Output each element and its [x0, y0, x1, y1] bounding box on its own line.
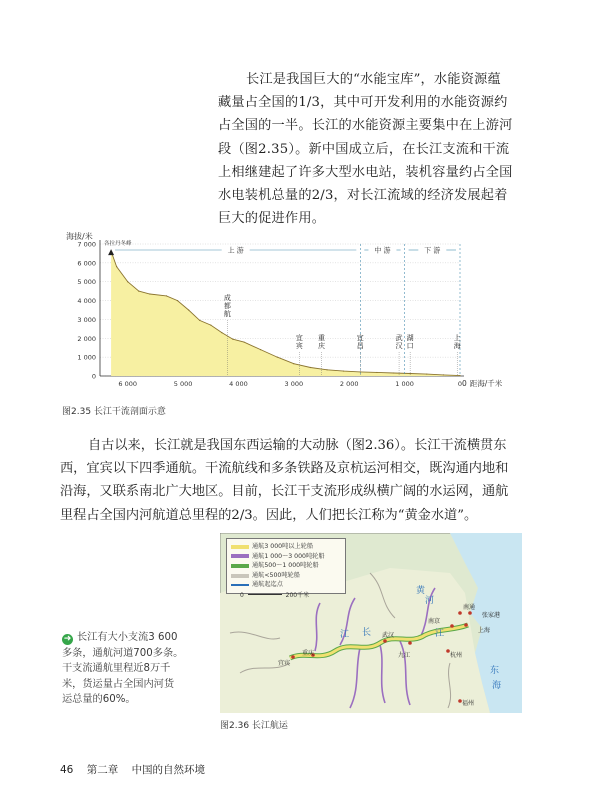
city-zhangjiagang: 张家港	[482, 612, 501, 619]
elevation-point	[138, 291, 139, 292]
water-label: 海	[492, 681, 502, 691]
page-footer	[60, 762, 215, 777]
elevation-point	[293, 363, 294, 364]
legend-item: 通航1 000～3 000吨轮船	[231, 552, 341, 562]
y-tick-label: 2 000	[77, 334, 96, 343]
arrow-right-icon: ➜	[63, 634, 72, 644]
chapter-label: 第二章	[86, 764, 119, 776]
elevation-point	[459, 375, 460, 376]
place-label: 昌	[356, 342, 364, 350]
map-legend	[226, 538, 346, 594]
page-number: 46	[60, 764, 74, 776]
elevation-point	[310, 367, 311, 368]
profile-chart	[62, 228, 532, 400]
place-label: 武	[395, 334, 403, 342]
x-tick-label: 5 000	[173, 380, 193, 388]
city-nanjing: 南京	[428, 618, 441, 625]
elevation-point	[177, 300, 178, 301]
place-label: 成	[223, 294, 231, 302]
water-label: 长	[362, 628, 372, 638]
paragraph-hydropower	[218, 68, 518, 230]
elevation-point	[343, 370, 344, 371]
water-label: 黄	[416, 586, 426, 596]
chapter-title: 中国的自然环境	[131, 764, 206, 776]
elevation-point	[443, 374, 444, 375]
y-tick-label: 4 000	[77, 297, 96, 306]
elevation-point	[188, 309, 189, 310]
para1-line: 占全国的一半。长江的水能资源主要集中在上游河	[218, 118, 513, 134]
legend-item: 通航500～1 000吨轮船	[231, 561, 341, 571]
place-label: 都	[223, 302, 231, 310]
sidenote-line: 干支流通航里程近8万千	[62, 663, 171, 675]
elevation-point	[376, 372, 377, 373]
elevation-point	[199, 320, 200, 321]
place-label: 航	[223, 310, 231, 318]
elevation-point	[426, 374, 427, 375]
water-label: 东	[490, 666, 500, 676]
city-hangzhou: 杭州	[450, 652, 463, 659]
city-fuzhou: 福州	[462, 700, 475, 707]
water-label: 河	[425, 596, 435, 606]
y-tick-label: 6 000	[77, 259, 96, 268]
y-axis-label: 海拔/米	[66, 232, 93, 241]
y-tick-label: 7 000	[77, 240, 96, 249]
para1-line: 水电装机总量的2/3，对长江流域的经济发展起着	[218, 188, 508, 204]
map-scale: 0 200千米	[240, 592, 310, 599]
place-label: 庆	[318, 342, 326, 350]
elevation-point	[127, 281, 128, 282]
city-jiujiang: 九江	[398, 652, 411, 659]
para1-line: 巨大的促进作用。	[218, 211, 326, 227]
para2-line: 沿海，又联系南北广大地区。目前，长江干支流形成纵横广阔的水运网，通航	[60, 484, 509, 500]
elevation-point	[326, 369, 327, 370]
place-label: 宜	[295, 334, 303, 342]
legend-item: 通航<500吨轮船	[231, 571, 341, 581]
place-label: 湖	[406, 334, 414, 342]
section-label: 中 游	[374, 246, 391, 255]
para1-line: 上相继建起了许多大型水电站，装机容量约占全国	[218, 164, 513, 180]
place-label: 汉	[395, 342, 403, 350]
water-label: 江	[435, 629, 445, 639]
elevation-point	[166, 295, 167, 296]
paragraph-transport	[60, 434, 530, 527]
place-label: 宜	[356, 334, 364, 342]
city-shanghai: 上海	[478, 627, 491, 634]
sidenote-line: 运总量的60%。	[62, 694, 136, 706]
water-label: 江	[340, 630, 350, 640]
legend-item: 通航起迄点	[231, 580, 341, 590]
x-tick-label: 6 000	[118, 380, 137, 388]
para2-line: 里程占全国内河航道总里程的2/3。因此，人们把长江称为“黄金水道”。	[60, 507, 478, 523]
para2-line: 自古以来，长江就是我国东西运输的大动脉（图2.36）。长江干流横贯东	[88, 438, 507, 453]
elevation-point	[232, 339, 233, 340]
elevation-point	[410, 373, 411, 374]
city-wuhan: 武汉	[382, 632, 395, 639]
place-label: 海	[453, 342, 461, 350]
city-yibin: 宜宾	[278, 660, 291, 667]
city-nantong: 南通	[463, 604, 476, 611]
para1-line: 长江是我国巨大的“水能宝库”，水能资源蕴	[246, 72, 501, 87]
section-label: 下 游	[424, 246, 441, 255]
x-tick-label: 2 000	[339, 380, 359, 388]
place-label: 宾	[295, 342, 303, 350]
elevation-point	[210, 324, 211, 325]
figure-2-36-caption: 图2.36 长江航运	[220, 721, 288, 731]
elevation-point	[277, 357, 278, 358]
para1-line: 段（图2.35）。新中国成立后，在长江支流和干流	[218, 141, 510, 157]
elevation-point	[260, 349, 261, 350]
sidenote-line: 多条，通航河道700多条。	[62, 647, 184, 659]
side-note	[62, 630, 202, 708]
elevation-point	[149, 293, 150, 294]
legend-item: 通航3 000吨以上轮船	[231, 542, 341, 552]
place-label: 上	[453, 334, 461, 342]
sidenote-line: ➜ 长江有大小支流3 600	[63, 632, 178, 644]
place-label: 口	[406, 342, 414, 350]
y-tick-label: 0	[91, 372, 96, 381]
peak-marker-icon	[108, 249, 114, 255]
place-label: 重	[318, 334, 326, 342]
elevation-point	[393, 372, 394, 373]
figure-2-35-caption: 图2.35 长江干流剖面示意	[62, 407, 166, 417]
x-tick-label: 4 000	[229, 380, 248, 388]
elevation-point	[243, 341, 244, 342]
y-tick-label: 3 000	[77, 315, 96, 324]
section-label: 上 游	[227, 246, 244, 255]
elevation-point	[116, 266, 117, 267]
sidenote-line: 米，货运量占全国内河货	[62, 678, 175, 690]
para2-line: 西，宜宾以下四季通航。干流航线和多条铁路及京杭运河相交，既沟通内地和	[60, 461, 509, 477]
y-tick-label: 5 000	[77, 278, 96, 287]
y-tick-label: 1 000	[77, 353, 96, 362]
elevation-point	[221, 332, 222, 333]
para1-line: 藏量占全国的1/3，其中可开发利用的水能资源约	[218, 95, 508, 111]
source-label: 各拉丹冬峰	[104, 241, 132, 247]
x-tick-label: 0	[457, 380, 463, 388]
x-axis-label: 0 距海/千米	[462, 379, 503, 388]
x-tick-label: 3 000	[284, 380, 304, 388]
city-chongqing: 重庆	[302, 650, 315, 657]
x-tick-label: 1 000	[395, 380, 414, 388]
